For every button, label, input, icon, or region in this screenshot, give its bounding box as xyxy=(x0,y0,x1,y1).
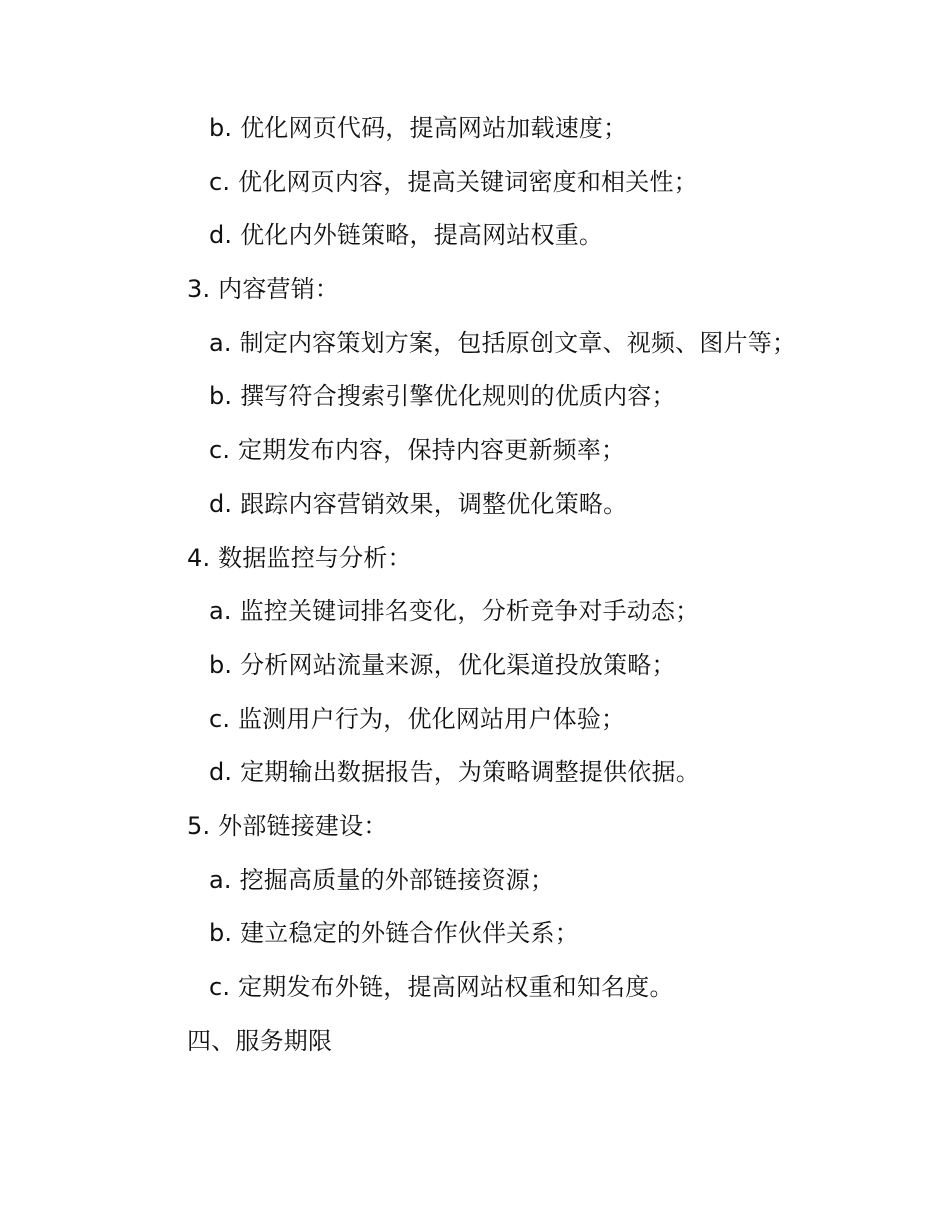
section-heading: 3. 内容营销： xyxy=(187,275,340,304)
list-item: a. 制定内容策划方案，包括原创文章、视频、图片等； xyxy=(209,328,797,357)
list-item: b. 建立稳定的外链合作伙伴关系； xyxy=(209,919,579,948)
list-item: d. 优化内外链策略，提高网站权重。 xyxy=(209,221,604,250)
list-item: c. 监测用户行为，优化网站用户体验； xyxy=(209,704,626,733)
list-item: d. 跟踪内容营销效果，调整优化策略。 xyxy=(209,489,628,518)
list-item: c. 定期发布外链，提高网站权重和知名度。 xyxy=(209,973,674,1001)
list-item: c. 定期发布内容，保持内容更新频率； xyxy=(209,436,626,465)
section-heading: 4. 数据监控与分析： xyxy=(187,543,412,572)
section-heading: 5. 外部链接建设： xyxy=(187,811,388,840)
list-item: c. 优化网页内容，提高关键词密度和相关性； xyxy=(209,167,698,196)
list-item: a. 挖掘高质量的外部链接资源； xyxy=(209,865,555,894)
list-item: a. 监控关键词排名变化，分析竞争对手动态； xyxy=(209,597,700,626)
chapter-heading: 四、服务期限 xyxy=(187,1026,333,1055)
list-item: b. 优化网页代码，提高网站加载速度； xyxy=(209,114,628,142)
document-page xyxy=(0,102,950,1068)
list-item: d. 定期输出数据报告，为策略调整提供依据。 xyxy=(209,758,700,787)
list-item: b. 撰写符合搜索引擎优化规则的优质内容； xyxy=(209,382,676,411)
list-item: b. 分析网站流量来源，优化渠道投放策略； xyxy=(209,650,676,679)
